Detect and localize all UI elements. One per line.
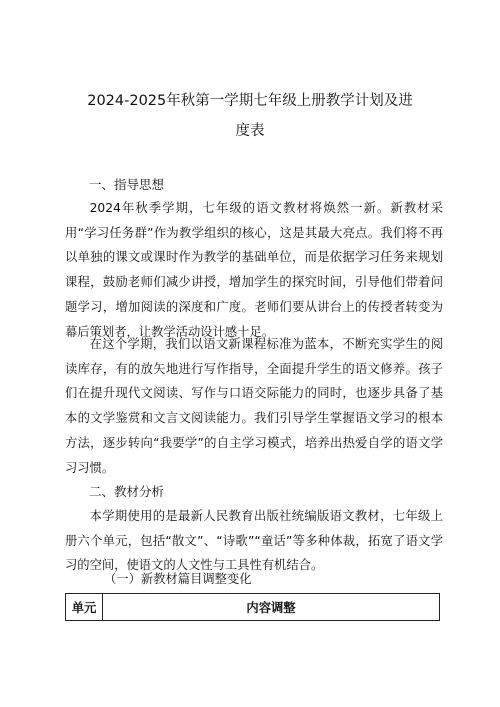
section-1-paragraph-1: 2024年秋季学期，七年级的语文教材将焕然一新。新教材采用“学习任务群”作为教学组织的核心，这是其最大亮点。我们将不再以单独的课文或课时作为教学的基础单位，而是依据学习任务来规划课程，鼓励老师们减少讲授，增加学生的探究时间，引导他们带着问题学习，增加阅读的深度和广度。老师们要从讲台上的传授者转变为幕后策划者，让教学活动设计感十足。 xyxy=(65,201,443,339)
adjustment-table xyxy=(65,593,440,621)
table-header-content: 内容调整 xyxy=(103,594,440,621)
section-1-paragraph-2: 在这个学期，我们以语文新课程标准为蓝本，不断充实学生的阅读库存，有的放矢地进行写作指导，全面提升学生的语文修养。孩子们在提升现代文阅读、写作与口语交际能力的同时，也逐步具备了基本的文学鉴赏和文言文阅读能力。我们引导学生掌握语文学习的根本方法，逐步转向“我要学”的自主学习模式，培养出热爱自学的语文学习习惯。 xyxy=(65,337,443,475)
subsection-heading: （一）新教材篇目调整变化 xyxy=(104,572,252,586)
section-1-heading: 一、指导思想 xyxy=(89,177,165,192)
table-header-unit: 单元 xyxy=(66,594,103,621)
document-title-line-1: 2024-2025年秋第一学期七年级上册教学计划及进 xyxy=(87,93,413,109)
table-header-row xyxy=(66,594,440,621)
section-2-paragraph-1: 本学期使用的是最新人民教育出版社统编版语文教材，七年级上册六个单元，包括“散文”、“诗歌”“童话”等多种体裁，拓宽了语文学习的空间，使语文的人文性与工具性有机结合。 xyxy=(65,509,443,573)
section-2-heading: 二、教材分析 xyxy=(89,484,165,499)
document-title-line-2: 度表 xyxy=(235,123,265,139)
